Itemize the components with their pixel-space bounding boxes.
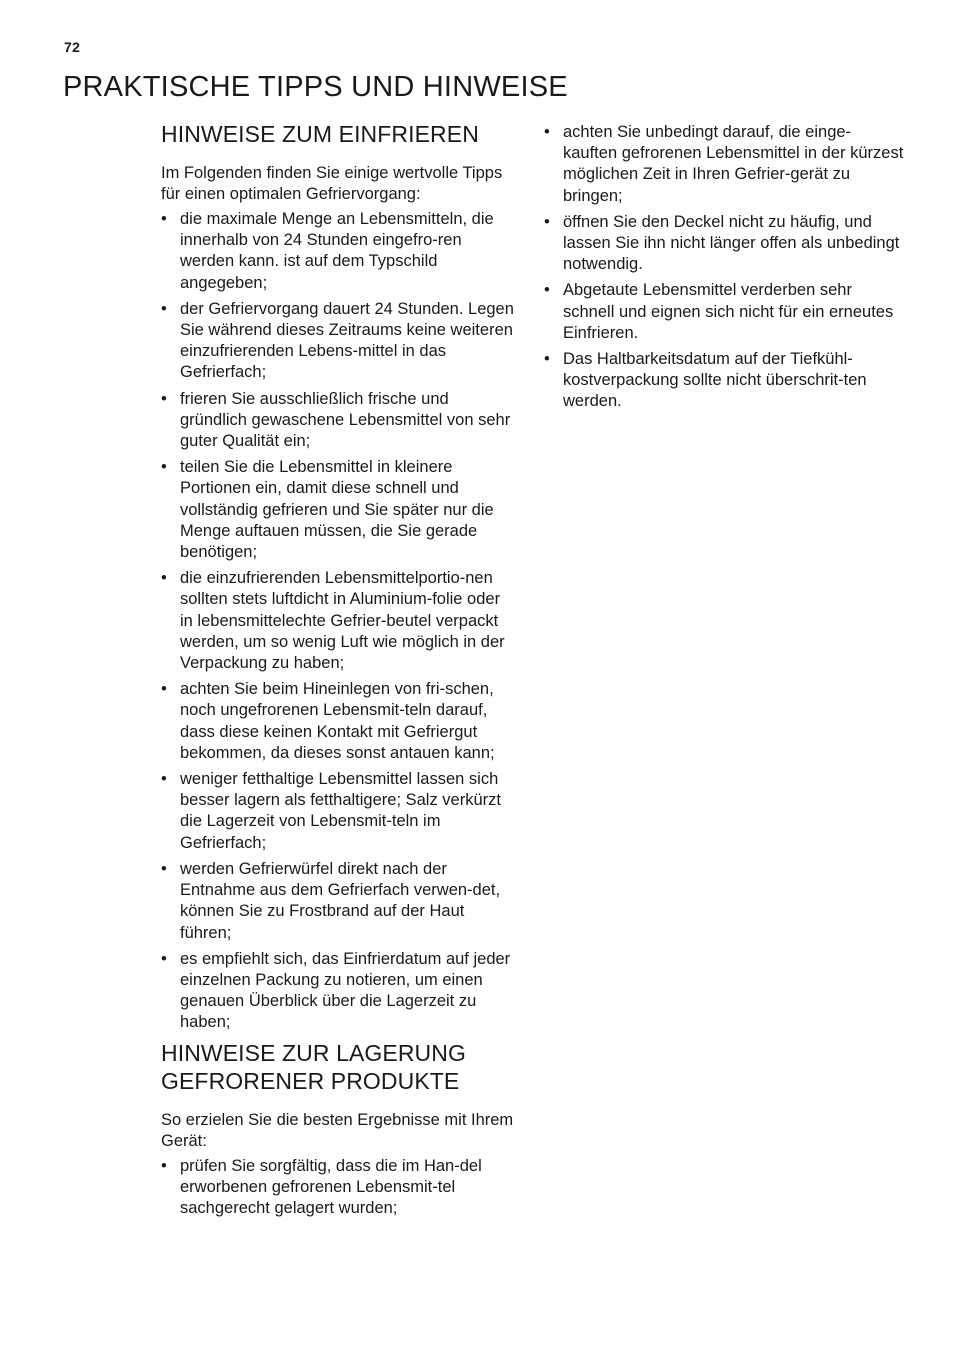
- page-title: PRAKTISCHE TIPPS UND HINWEISE: [63, 71, 568, 103]
- list-item: [161, 949, 517, 1034]
- list-item-text: prüfen Sie sorgfältig, dass die im Han-del erworbenen gefrorenen Lebensmit-tel sachgerecht gelagert wurden;: [180, 1156, 482, 1217]
- list-item-text: Das Haltbarkeitsdatum auf der Tiefkühl-kostverpackung sollte nicht überschrit-ten werden.: [563, 350, 867, 411]
- storage-heading: HINWEISE ZUR LAGERUNG GEFRORENER PRODUKTE: [161, 1039, 466, 1094]
- list-item-text: teilen Sie die Lebensmittel in kleinere Portionen ein, damit diese schnell und vollständig gefrieren und Sie später nur die Menge auftauen müssen, die Sie gerade benötigen;: [180, 458, 494, 562]
- bullet-icon: •: [544, 350, 550, 369]
- list-item: [161, 679, 517, 764]
- storage-tips-list: [161, 1156, 517, 1220]
- bullet-icon: •: [544, 281, 550, 300]
- list-item: [544, 122, 904, 207]
- list-item: [161, 769, 517, 854]
- list-item: [161, 389, 517, 453]
- list-item-text: es empfiehlt sich, das Einfrierdatum auf jeder einzelnen Packung zu notieren, um einen genauen Überblick über die Lagerzeit zu haben;: [180, 949, 511, 1032]
- list-item-text: die einzufrierenden Lebensmittelportio-nen sollten stets luftdicht in Aluminium-folie oder in lebensmittelechte Gefrier-beutel verpackt werden, um so wenig Luft wie möglich in der Verpackung zu haben;: [180, 569, 505, 673]
- freezing-tips-list: [161, 209, 517, 1034]
- freezing-heading: HINWEISE ZUM EINFRIEREN: [161, 121, 479, 147]
- bullet-icon: •: [161, 569, 167, 588]
- list-item: [161, 209, 517, 294]
- list-item: [161, 859, 517, 944]
- list-item: [544, 280, 904, 344]
- freezing-intro: Im Folgenden finden Sie einige wertvolle Tipps für einen optimalen Gefriervorgang:: [161, 164, 503, 203]
- list-item: [544, 349, 904, 413]
- list-item-text: öffnen Sie den Deckel nicht zu häufig, und lassen Sie ihn nicht länger offen als unbedingt notwendig.: [563, 212, 900, 274]
- list-item: [161, 568, 517, 674]
- bullet-icon: •: [161, 770, 167, 789]
- list-item: [161, 1156, 517, 1220]
- bullet-icon: •: [544, 212, 550, 231]
- list-item-text: weniger fetthaltige Lebensmittel lassen sich besser lagern als fetthaltigere; Salz verkürzt die Lagerzeit von Lebensmit-teln im Gefrierfach;: [180, 770, 501, 852]
- list-item-text: Abgetaute Lebensmittel verderben sehr schnell und eignen sich nicht für ein erneutes Einfrieren.: [563, 281, 894, 342]
- list-item: [161, 457, 517, 563]
- list-item-text: achten Sie unbedingt darauf, die einge-kauften gefrorenen Lebensmittel in der kürzest möglichen Zeit in Ihren Gefrier-gerät zu bringen;: [563, 123, 904, 205]
- bullet-icon: •: [544, 123, 550, 141]
- bullet-icon: •: [161, 859, 167, 878]
- left-column: [161, 120, 517, 1224]
- bullet-icon: •: [161, 299, 167, 318]
- list-item-text: frieren Sie ausschließlich frische und gründlich gewaschene Lebensmittel von sehr guter Qualität ein;: [180, 389, 511, 451]
- bullet-icon: •: [161, 949, 167, 968]
- list-item: [161, 299, 517, 384]
- list-item-text: werden Gefrierwürfel direkt nach der Entnahme aus dem Gefrierfach verwen-det, können Sie zu Frostbrand auf der Haut führen;: [180, 859, 501, 942]
- bullet-icon: •: [161, 1156, 167, 1175]
- list-item-text: der Gefriervorgang dauert 24 Stunden. Legen Sie während dieses Zeitraums keine weiteren einzufrierenden Lebens-mittel in das Gefrierfach;: [180, 299, 514, 382]
- list-item-text: achten Sie beim Hineinlegen von fri-schen, noch ungefrorenen Lebensmit-teln darauf, dass diese keinen Kontakt mit Gefriergut bekommen, da dieses sonst antauen kann;: [180, 680, 495, 762]
- bullet-icon: •: [161, 210, 167, 228]
- bullet-icon: •: [161, 389, 167, 408]
- bullet-icon: •: [161, 680, 167, 699]
- list-item: [544, 212, 904, 276]
- storage-tips-list-continued: [544, 122, 904, 413]
- right-column: [544, 122, 904, 418]
- bullet-icon: •: [161, 458, 167, 477]
- storage-intro: So erzielen Sie die besten Ergebnisse mit Ihrem Gerät:: [161, 1110, 514, 1150]
- page-number: 72: [64, 39, 81, 55]
- list-item-text: die maximale Menge an Lebensmitteln, die innerhalb von 24 Stunden eingefro-ren werden kann. ist auf dem Typschild angegeben;: [180, 210, 494, 292]
